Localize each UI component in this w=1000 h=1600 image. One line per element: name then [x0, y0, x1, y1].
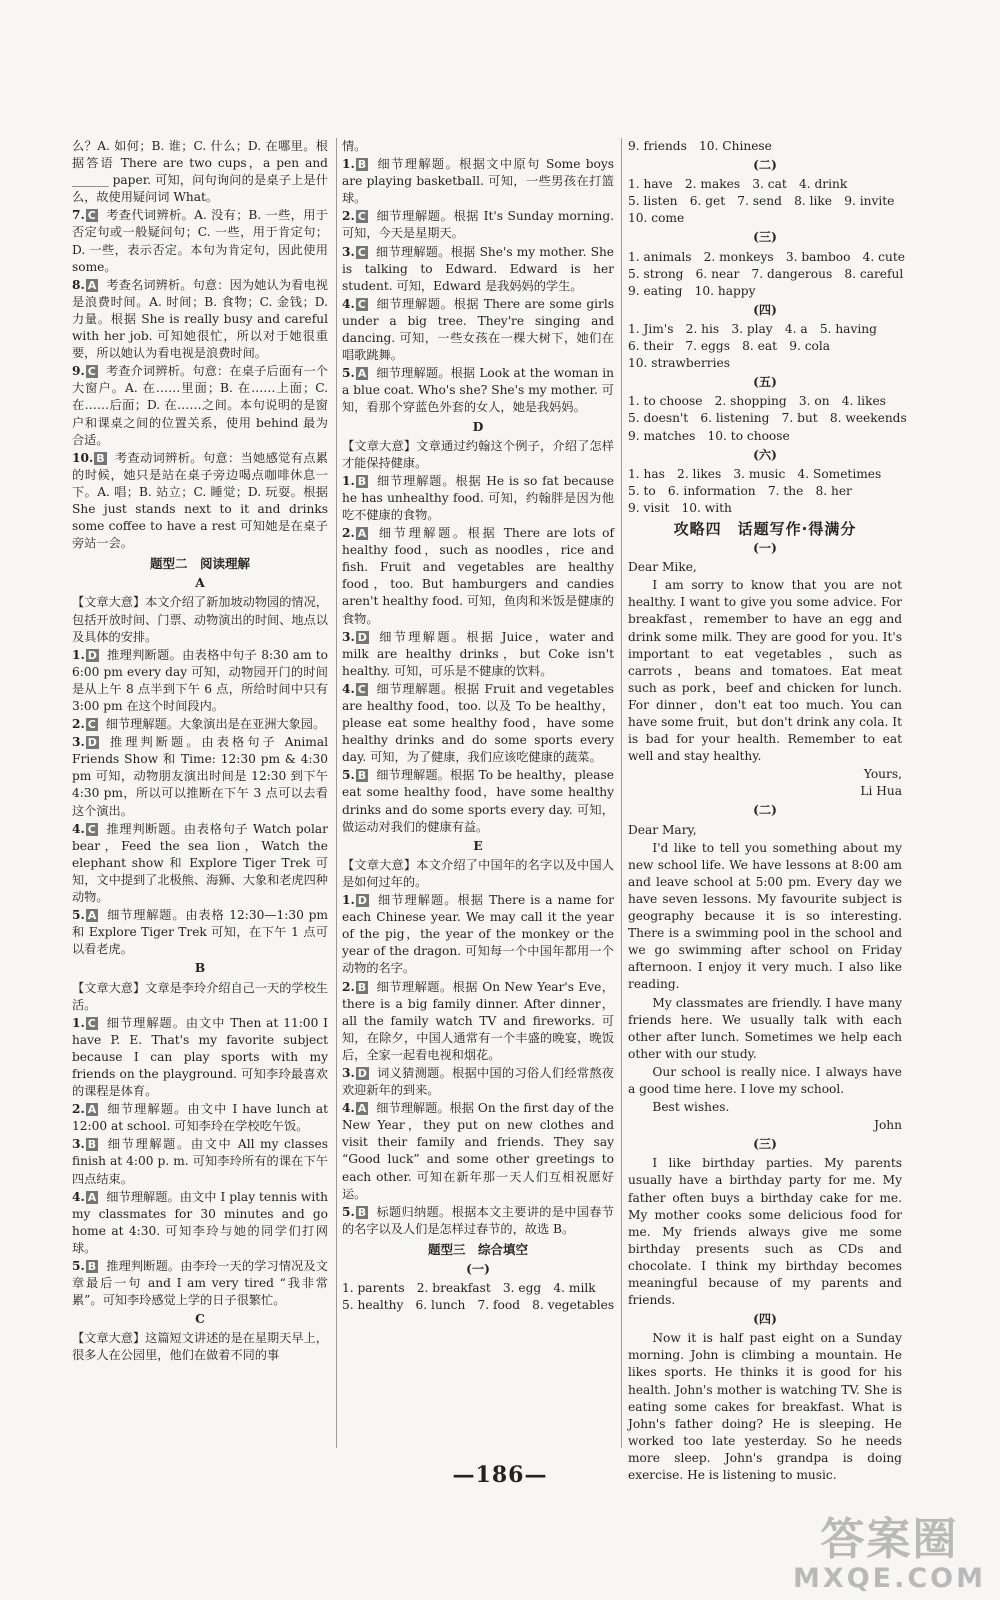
explanation-text: 细节理解题。根据 On New Year's Eve，there is a big family dinner. After dinner，all the family watch TV and fireworks. 可知，在除夕，中国人通常有一个丰盛的晚宴，晚饭后，全家一起看电视和烟花。	[342, 979, 614, 1062]
column-middle	[342, 138, 614, 1448]
explanation-text: 细节理解题。大象演出是在亚洲大象园。	[105, 717, 326, 732]
question-number: 9.	[72, 364, 85, 379]
question-number: 3.	[342, 1065, 355, 1080]
explanation-text: 推理判断题。由表格句子 Watch polar bear，Feed the sea lion，Watch the elephant show 和 Explore Tiger Trek 可知，文中提到了北极熊、海狮、大象和老虎四种动物。	[72, 821, 328, 905]
answer-item	[72, 716, 328, 733]
watermark-logo	[793, 1516, 986, 1594]
explanation-text: 细节理解题。根据 On the first day of the New Year，they put on new clothes and visit their family and friends. They say “Good luck” and some other greetings to each other. 可知在新年那一天人们互相祝愿好运。	[342, 1101, 614, 1201]
question-number: 2.	[342, 526, 355, 541]
text-paragraph: 情。	[342, 139, 367, 153]
answer-badge: B	[357, 980, 367, 994]
answer-badge: A	[87, 1190, 97, 1204]
part-heading: (三)	[753, 230, 777, 245]
question-number: 1.	[72, 647, 85, 662]
explanation-text: 词义猜测题。根据中国的习俗人们经常熬夜欢迎新年的到来。	[342, 1065, 614, 1098]
explanation-text: 细节理解题。根据 He is so fat because he has unhealthy food. 可知，约翰胖是因为他吃不健康的食物。	[342, 473, 614, 522]
answer-badge: D	[357, 630, 367, 644]
answer-row: 5. listen 6. get 7. send 8. like 9. invite	[628, 194, 895, 209]
answer-row: 5. healthy 6. lunch 7. food 8. vegetables	[342, 1298, 615, 1313]
question-number: 5.	[342, 1204, 355, 1219]
answer-row: 9. matches 10. to choose	[628, 428, 790, 443]
essay-paragraph: Our school is really nice. I always have a good time here. I love my school.	[628, 1064, 902, 1096]
question-number: 2.	[342, 209, 355, 224]
part-heading: (六)	[753, 447, 777, 462]
explanation-text: 推理判断题。由表格句子 Animal Friends Show 和 Time: 12:30 pm & 4:30 pm 可知，动物朋友演出时间是 12:30 到下午 4:30 pm，所以可以推断在下午 3 点可以去看这个演出。	[72, 735, 328, 818]
answer-item	[342, 681, 614, 766]
answer-item	[342, 525, 614, 628]
answer-item	[342, 767, 614, 835]
answer-item	[342, 1204, 614, 1238]
part-heading: (五)	[753, 375, 777, 390]
answer-badge: C	[357, 210, 366, 224]
answer-row: 1. have 2. makes 3. cat 4. drink	[628, 177, 848, 192]
question-number: 5.	[72, 1259, 85, 1273]
signature-line: John	[874, 1118, 902, 1133]
question-number: 4.	[342, 1101, 355, 1116]
answer-badge: D	[357, 1066, 367, 1080]
answer-item	[342, 1100, 614, 1203]
question-number: 2.	[342, 979, 355, 994]
answer-badge: C	[87, 1016, 96, 1030]
explanation-text: 细节理解题。根据 There are some girls under a big tree. They're singing and dancing. 可知，一些女孩在一棵大树下，她们在唱歌跳舞。	[342, 296, 614, 363]
explanation-text: 标题归纳题。根据本文主要讲的是中国春节的名字以及人们是怎样过春节的，故选 B。	[342, 1204, 614, 1236]
answer-row: 10. strawberries	[628, 356, 730, 371]
question-number: 3.	[72, 735, 85, 750]
explanation-text: 细节理解题。根据 Juice，water and milk are healthy drinks，but Coke isn't healthy. 可知，可乐是不健康的饮料。	[342, 629, 614, 678]
explanation-text: 细节理解题。由文中 All my classes finish at 4:00 p. m. 可知李玲所有的课在下午四点结束。	[72, 1137, 328, 1186]
answer-badge: C	[87, 718, 96, 732]
watermark-text: 答案圈	[820, 1514, 959, 1565]
answer-row: 10. come	[628, 211, 685, 226]
question-number: 1.	[342, 893, 355, 908]
answer-badge: B	[357, 1205, 367, 1219]
essay-paragraph: My classmates are friendly. I have many friends here. We usually talk with each other after lunch. Sometimes we help each other with our study.	[628, 995, 902, 1061]
column-left	[72, 138, 328, 1448]
explanation-text: 考查名词辨析。句意：因为她认为看电视是浪费时间。A. 时间；B. 食物；C. 金钱；D. 力量。根据 She is really busy and careful with her job. 可知她很忙，所以对于她很重要，所以她认为看电视是浪费时间。	[72, 277, 328, 361]
question-number: 2.	[72, 717, 85, 732]
answer-badge: A	[357, 367, 367, 381]
answer-badge: A	[357, 1102, 367, 1116]
answer-row: 6. their 7. eggs 8. eat 9. cola	[628, 339, 831, 354]
explanation-text: 细节理解题。根据 There are lots of healthy food，such as noodles，rice and fish. Fruit and vegetables are healthy food，too. But hamburgers and candies aren't healthy food. 可知，鱼肉和米饭是健康的食物。	[342, 526, 614, 626]
explanation-text: 细节理解题。根据 Fruit and vegetables are healthy food，too. 以及 To be healthy，please eat some healthy food，have some healthy drinks and do some sports every day. 可知，为了健康，我们应该吃健康的蔬菜。	[342, 681, 614, 765]
answer-badge: A	[87, 278, 97, 292]
answer-row: 1. Jim's 2. his 3. play 4. a 5. having	[628, 321, 877, 336]
question-number: 1.	[342, 157, 355, 172]
answer-badge: C	[87, 209, 96, 223]
strategy-title: 攻略四 话题写作·得满分	[673, 519, 857, 538]
question-number: 4.	[342, 681, 355, 696]
signature-line: Yours,	[863, 767, 902, 782]
page-number: —186—	[452, 1462, 548, 1488]
answer-item	[342, 244, 614, 295]
explanation-text: 细节理解题。根据 There is a name for each Chinese year. We may call it the year of the pig，the year of the monkey or the year of the dragon. 可知每一个中国年都用一个动物的名字。	[342, 893, 614, 976]
essay-paragraph: I like birthday parties. My parents usually have a birthday party for me. My father often buys a birthday cake for me. My mother cooks some delicious food for me. My friends always give me some birthday presents such as CDs and chocolate. I think my birthday becomes meaningful because of my parents and friends.	[628, 1156, 902, 1308]
answer-badge: C	[87, 822, 96, 836]
explanation-text: 细节理解题。根据文中原句 Some boys are playing basketball. 可知，一些男孩在打篮球。	[342, 157, 614, 206]
explanation-text: 细节理解题。由文中 I have lunch at 12:00 at school. 可知李玲在学校吃午饭。	[72, 1102, 328, 1134]
question-number: 5.	[72, 908, 85, 923]
explanation-text: 细节理解题。根据 It's Sunday morning. 可知，今天是星期天。	[342, 209, 614, 241]
section-title: 题型二 阅读理解	[149, 556, 250, 572]
part-heading: E	[473, 838, 483, 853]
text-paragraph: Dear Mary,	[628, 822, 697, 837]
explanation-text: 推理判断题。由表格中句子 8:30 am to 6:00 pm every day 可知，动物园开门的时间是从上午 8 点半到下午 6 点，所给时间中只有 3:00 pm 在这个时间段内。	[72, 647, 328, 713]
part-heading: C	[195, 1312, 205, 1327]
answer-badge: C	[87, 365, 96, 379]
question-number: 5.	[342, 768, 355, 783]
answer-item	[72, 450, 328, 553]
answer-row: 1. parents 2. breakfast 3. egg 4. milk	[342, 1281, 596, 1296]
signature-line: Li Hua	[860, 784, 902, 799]
answer-row: 5. strong 6. near 7. dangerous 8. careful	[628, 266, 904, 281]
essay-paragraph: Now it is half past eight on a Sunday morning. John is climbing a mountain. He likes sports. He thinks it is good for his health. John's mother is watching TV. She is eating some cakes for breakfast. What is John's father doing? He is sleeping. He worked too late yesterday. So he needs more sleep. John's grandpa is doing exercise. He is listening to music.	[628, 1331, 902, 1483]
question-number: 4.	[72, 1189, 85, 1204]
answer-badge: D	[87, 648, 97, 662]
explanation-text: 细节理解题。由表格 12:30—1:30 pm 和 Explore Tiger Trek 可知，在下午 1 点可以看老虎。	[72, 908, 328, 957]
answer-item	[72, 363, 328, 448]
answer-item	[72, 821, 328, 906]
part-heading: (三)	[753, 1137, 777, 1152]
answer-row: 5. doesn't 6. listening 7. but 8. weekends	[628, 411, 907, 426]
part-heading: (四)	[753, 1312, 777, 1327]
explanation-text: 细节理解题。根据 Look at the woman in a blue coat. Who's she? She's my mother. 可知，看那个穿蓝色外套的女人，她是我妈妈。	[342, 366, 614, 415]
answer-item	[342, 1065, 614, 1099]
question-number: 3.	[342, 629, 355, 644]
answer-item	[342, 208, 614, 242]
answer-item	[342, 156, 614, 207]
column-right	[628, 138, 907, 1483]
answer-item	[72, 1101, 328, 1135]
answer-row: 1. to choose 2. shopping 3. on 4. likes	[628, 394, 886, 409]
explanation-text: 推理判断题。由李玲一天的学习情况及文章最后一句 and I am very tired “我非常累”。可知李玲感觉上学的日子很繁忙。	[72, 1259, 328, 1308]
question-number: 5.	[342, 366, 355, 381]
answer-item	[72, 734, 328, 819]
text-paragraph: Dear Mike,	[628, 560, 697, 575]
answer-badge: D	[357, 894, 367, 908]
answer-badge: B	[96, 451, 105, 465]
column-divider	[621, 138, 622, 1448]
part-heading: D	[472, 419, 484, 434]
explanation-text: 考查动词辨析。句意：当她感觉有点累的时候，她只是站在桌子旁边喝点咖啡休息一下。A. 唱；B. 站立；C. 睡觉；D. 玩耍。根据 She just stands next to it and drinks some coffee to have a rest 可知她是在桌子旁站一会。	[72, 450, 328, 551]
explanation-text: 考查介词辨析。句意：在桌子后面有一个大窗户。A. 在……里面；B. 在……上面；C. 在……后面；D. 在……之间。本句说明的是窗户和课桌之间的位置关系，使用 behind 最为合适。	[72, 364, 328, 447]
question-number: 7.	[72, 208, 85, 223]
answer-item	[72, 647, 328, 715]
answer-badge: D	[87, 736, 97, 750]
question-number: 1.	[342, 473, 355, 488]
explanation-text: 细节理解题。根据 To be healthy，please eat some healthy food，have some healthy drinks and do some sports every day. 可知，做运动对我们的健康有益。	[342, 768, 614, 834]
answer-item	[72, 1136, 328, 1187]
answer-badge: A	[87, 1103, 97, 1117]
answer-row: 9. visit 10. with	[628, 500, 732, 515]
text-paragraph: 【文章大意】文章通过约翰这个例子，介绍了怎样才能保持健康。	[342, 438, 614, 470]
watermark-url: MXQE.COM	[793, 1563, 986, 1594]
answer-badge: B	[357, 158, 367, 172]
answer-row: 9. eating 10. happy	[628, 283, 756, 298]
text-paragraph: 【文章大意】这篇短文讲述的是在星期天早上，很多人在公园里，他们在做着不同的事	[72, 1331, 328, 1363]
part-heading: (一)	[753, 541, 777, 556]
text-paragraph: 【文章大意】文章是李玲介绍自己一天的学校生活。	[72, 980, 328, 1012]
question-number: 4.	[342, 296, 355, 311]
answer-item	[72, 277, 328, 362]
answer-item	[72, 1015, 328, 1100]
question-number: 4.	[72, 821, 85, 836]
answer-badge: A	[357, 527, 367, 541]
answer-badge: A	[87, 909, 97, 923]
answer-item	[342, 979, 614, 1064]
essay-paragraph: Best wishes.	[652, 1100, 730, 1115]
answer-badge: B	[357, 474, 367, 488]
essay-paragraph: I'd like to tell you something about my new school life. We have lessons at 8:00 am and leave school at 5:00 pm. Every day we have seven lessons. My favourite subject is geography because it is so interesting. There is a swimming pool in the school and we go swimming after school on Friday afternoon. I enjoy it very much. I also like reading.	[628, 840, 902, 992]
question-number: 3.	[342, 244, 355, 259]
answer-item	[72, 907, 328, 958]
answer-item	[342, 473, 614, 524]
part-heading: (二)	[753, 803, 777, 818]
section-title: 题型三 综合填空	[427, 1241, 528, 1257]
column-divider	[336, 138, 337, 1448]
answer-badge: B	[357, 769, 367, 783]
answer-row: 9. friends 10. Chinese	[628, 139, 772, 153]
explanation-text: 考查代词辨析。A. 没有；B. 一些，用于否定句或一般疑问句；C. 一些，用于肯定句；D. 一些，表示否定。本句为肯定句，因此使用 some。	[72, 208, 328, 274]
essay-paragraph: I am sorry to know that you are not healthy. I want to give you some advice. For breakfast，remember to have an egg and drink some milk. They are good for you. It's important to eat vegetables，such as carrots，beans and tomatoes. Eat meat such as pork，beef and chicken for lunch. For dinner，don't eat too much. You can have some fruit，but don't drink any cola. It is bad for your health. Remember to eat well and stay healthy.	[628, 578, 902, 764]
answer-badge: C	[357, 297, 366, 311]
answer-item	[72, 207, 328, 275]
answer-badge: C	[357, 245, 366, 259]
answer-row: 1. has 2. likes 3. music 4. Sometimes	[628, 466, 882, 481]
part-heading: B	[194, 961, 206, 976]
answer-item	[72, 1189, 328, 1257]
answer-item	[342, 892, 614, 977]
part-heading: (四)	[753, 302, 777, 317]
part-heading: A	[195, 576, 205, 591]
answer-item	[342, 365, 614, 416]
explanation-text: 细节理解题。由文中 I play tennis with my classmates for 30 minutes and go home at 4:30. 可知李玲与她的同学们打网球。	[72, 1189, 328, 1255]
text-paragraph: 么？A. 如何；B. 谁；C. 什么；D. 在哪里。根据答语 There are two cups，a pen and ______ paper. 可知，问句询问的是桌子上是什么，故使用疑问词 What。	[72, 139, 328, 205]
answer-row: 1. animals 2. monkeys 3. bamboo 4. cute	[628, 249, 905, 264]
explanation-text: 细节理解题。根据 She's my mother. She is talking to Edward. Edward is her student. 可知，Edward 是我妈妈的学生。	[342, 244, 614, 293]
answer-item	[342, 296, 614, 364]
text-paragraph: 【文章大意】本文介绍了中国年的名字以及中国人是如何过年的。	[342, 857, 614, 889]
question-number: 2.	[72, 1102, 85, 1117]
explanation-text: 细节理解题。由文中 Then at 11:00 I have P. E. That's my favorite subject because I can play sports with my friends on the playground. 可知李玲最喜欢的课程是体育。	[72, 1015, 328, 1099]
answer-item	[342, 629, 614, 680]
question-number: 10.	[72, 450, 94, 465]
answer-badge: C	[357, 682, 366, 696]
question-number: 1.	[72, 1015, 85, 1030]
part-heading: (二)	[753, 158, 777, 173]
answer-badge: B	[87, 1260, 97, 1273]
question-number: 3.	[72, 1137, 85, 1152]
text-paragraph: 【文章大意】本文介绍了新加坡动物园的情况，包括开放时间、门票、动物演出的时间、地点以及具体的安排。	[72, 595, 328, 644]
answer-item	[72, 1258, 328, 1309]
answer-badge: B	[87, 1138, 97, 1152]
answer-row: 5. to 6. information 7. the 8. her	[628, 483, 852, 498]
question-number: 8.	[72, 277, 85, 292]
part-heading: (一)	[466, 1262, 490, 1276]
